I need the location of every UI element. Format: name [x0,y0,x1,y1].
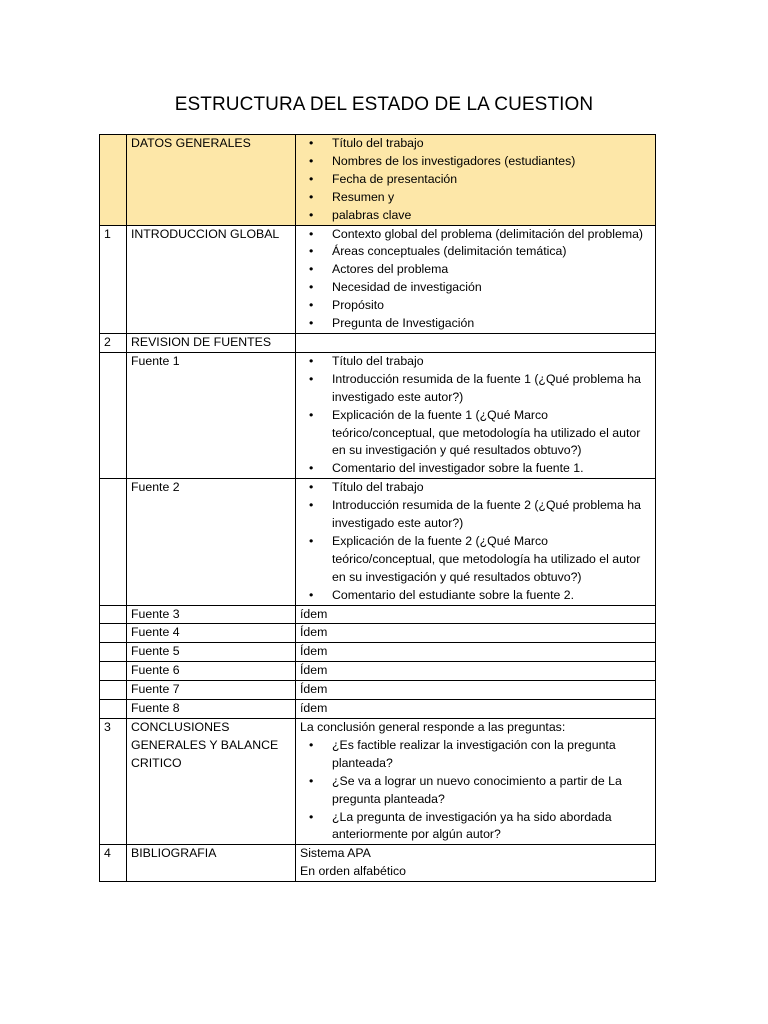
list-item: • Propósito [332,297,651,315]
list-item: • Explicación de la fuente 2 (¿Qué Marco teórico/conceptual, que metodología ha utilizado el autor en su investigación y qué resultados obtuvo?) [332,533,651,587]
list-item: • Comentario del estudiante sobre la fuente 2. [332,587,651,605]
table-row-datos-generales [100,135,656,226]
section-label-line: CONCLUSIONES [131,720,230,734]
page-title: ESTRUCTURA DEL ESTADO DE LA CUESTION [174,94,594,115]
source-label: Fuente 4 [127,624,296,643]
source-label: Fuente 7 [127,681,296,700]
section-label-line: GENERALES Y BALANCE [131,737,279,752]
conclusion-intro: La conclusión general responde a las preguntas: [300,720,566,734]
table-row-fuente-3 [100,605,656,624]
table-row-introduccion-global [100,225,656,333]
section-content [296,352,656,478]
source-value: Ídem [296,643,656,662]
section-content [296,479,656,605]
table-row-conclusiones [100,719,656,845]
row-number [100,700,127,719]
section-label: BIBLIOGRAFIA [127,845,296,882]
list-item: • Contexto global del problema (delimitación del problema) [332,226,651,244]
row-number: 1 [100,225,127,333]
section-label [127,719,296,845]
source-value: ídem [296,605,656,624]
table-row-fuente-1 [100,352,656,478]
row-number [100,135,127,226]
source-label: Fuente 5 [127,643,296,662]
table-row-bibliografia [100,845,656,882]
row-number: 3 [100,719,127,845]
table-row-fuente-6 [100,662,656,681]
bibliography-line: En orden alfabético [300,864,406,879]
list-item: • Pregunta de Investigación [332,315,651,333]
section-content [296,225,656,333]
source-value: Ídem [296,681,656,700]
list-item: • Áreas conceptuales (delimitación temática) [332,243,651,261]
section-label: REVISION DE FUENTES [127,333,296,352]
section-label-line: CRITICO [131,755,182,770]
row-number [100,681,127,700]
section-label: DATOS GENERALES [127,135,296,226]
list-item: • Comentario del investigador sobre la fuente 1. [332,460,651,478]
list-item: • Necesidad de investigación [332,279,651,297]
row-number: 4 [100,845,127,882]
source-value: ídem [296,700,656,719]
row-number [100,352,127,478]
section-content [296,333,656,352]
list-item: • Título del trabajo [332,479,651,497]
structure-table [99,134,656,882]
list-item: • Introducción resumida de la fuente 1 (¿Qué problema ha investigado este autor?) [332,371,651,407]
row-number [100,624,127,643]
table-row-fuente-4 [100,624,656,643]
list-item: • ¿Se va a lograr un nuevo conocimiento a partir de La pregunta planteada? [332,773,651,809]
row-number: 2 [100,333,127,352]
bibliography-line: Sistema APA [300,846,371,861]
table-row-fuente-2 [100,479,656,605]
source-value: Ídem [296,662,656,681]
list-item: • palabras clave [332,207,651,225]
list-item: • Título del trabajo [332,135,651,153]
row-number [100,662,127,681]
list-item: • Fecha de presentación [332,171,651,189]
row-number [100,479,127,605]
table-row-revision-de-fuentes [100,333,656,352]
source-label: Fuente 6 [127,662,296,681]
list-item: • Título del trabajo [332,353,651,371]
source-value: Ídem [296,624,656,643]
source-label: Fuente 8 [127,700,296,719]
table-row-fuente-8 [100,700,656,719]
list-item: • Resumen y [332,189,651,207]
row-number [100,643,127,662]
list-item: • ¿Es factible realizar la investigación con la pregunta planteada? [332,737,651,773]
list-item: • Introducción resumida de la fuente 2 (¿Qué problema ha investigado este autor?) [332,497,651,533]
table-row-fuente-7 [100,681,656,700]
row-number [100,605,127,624]
section-content [296,135,656,226]
source-label: Fuente 3 [127,605,296,624]
section-content [296,719,656,845]
source-label: Fuente 1 [127,352,296,478]
source-label: Fuente 2 [127,479,296,605]
table-row-fuente-5 [100,643,656,662]
list-item: • ¿La pregunta de investigación ya ha sido abordada anteriormente por algún autor? [332,809,651,845]
section-content [296,845,656,882]
section-label: INTRODUCCION GLOBAL [127,225,296,333]
list-item: • Actores del problema [332,261,651,279]
list-item: • Nombres de los investigadores (estudiantes) [332,153,651,171]
list-item: • Explicación de la fuente 1 (¿Qué Marco teórico/conceptual, que metodología ha utilizado el autor en su investigación y qué resultados obtuvo?) [332,407,651,461]
